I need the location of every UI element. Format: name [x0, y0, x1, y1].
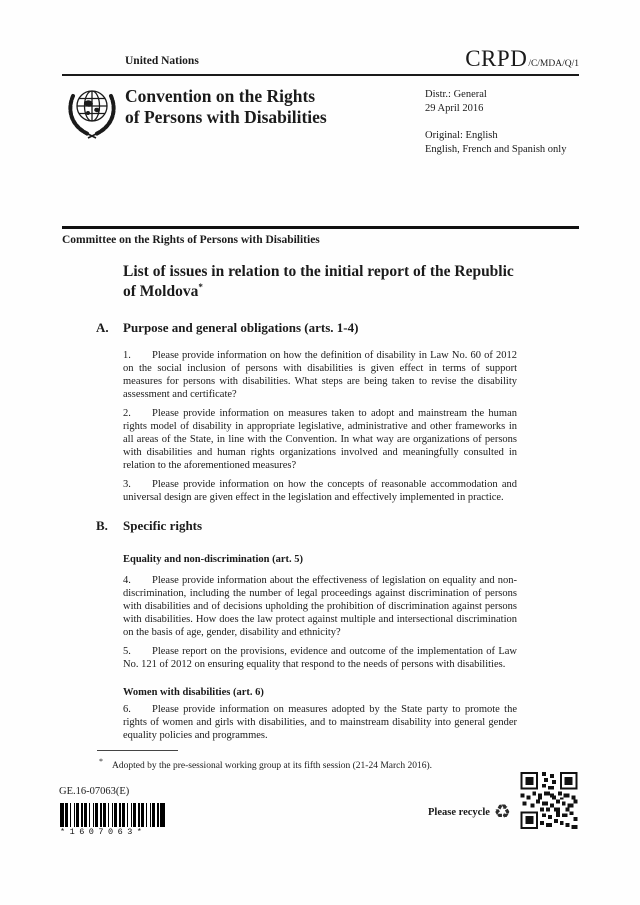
- section-b-letter: B.: [96, 518, 108, 533]
- qr-code: [520, 772, 578, 834]
- distribution-block: [425, 88, 566, 157]
- section-a-letter: A.: [96, 320, 109, 335]
- recycle-label: Please recycle: [428, 806, 490, 818]
- paragraph-3: 3. Please provide information on how the concepts of reasonable accommodation and universal design are given effect in the legislation and effectively implemented in practice.: [123, 479, 517, 504]
- paragraph-1-number: 1.: [123, 350, 131, 361]
- paragraph-4: 4. Please provide information about the effectiveness of legislation on equality and non-discrimination, including the number of legal proceedings against discrimination of persons with disabilities and of decisions upholding the prohibition of discrimination against persons with disabilities. How does the law protect against multiple and intersectional discrimination on the basis of age, gender, disability and ethnicity?: [123, 575, 517, 639]
- footnote-asterisk: *: [99, 757, 103, 766]
- section-a-heading: A. Purpose and general obligations (arts. 1-4): [96, 320, 359, 335]
- footnote-marker: *: [198, 281, 203, 292]
- page-title: [123, 262, 514, 301]
- page-title-line2: of Moldova*: [123, 281, 203, 300]
- paragraph-3-number: 3.: [123, 479, 131, 490]
- recycle-icon: ♻: [493, 801, 511, 823]
- document-symbol-main: CRPD: [465, 46, 528, 71]
- paragraph-5-number: 5.: [123, 646, 131, 657]
- document-symbol: [465, 46, 579, 72]
- document-symbol-suffix: /C/MDA/Q/1: [528, 59, 579, 69]
- barcode-digits: *1607063*: [60, 827, 147, 837]
- treaty-title-line1: Convention on the Rights: [125, 86, 316, 106]
- page-title-line1: List of issues in relation to the initial report of the Republic: [123, 263, 514, 280]
- distribution-line: Distr.: General: [425, 89, 487, 100]
- org-name: United Nations: [125, 55, 199, 67]
- footnote: * Adopted by the pre-sessional working group at its fifth session (21-24 March 2016).: [99, 757, 433, 772]
- paragraph-1: 1. Please provide information on how the definition of disability in Law No. 60 of 2012 on the social inclusion of persons with disabilities is given effect in terms of support measures for persons with disabilities. What steps are being taken to revise the disability assessment and certificate?: [123, 350, 517, 401]
- recycle-notice: [428, 801, 511, 823]
- original-language-line: Original: English: [425, 130, 498, 141]
- footnote-rule: [97, 750, 178, 751]
- header-rule: [62, 74, 579, 76]
- paragraph-2: 2. Please provide information on measures taken to adopt and mainstream the human rights model of disability in appropriate legislative, administrative and other frameworks in all areas of the State, in line with the Convention. In what way are organizations of persons with disabilities and human rights organizations involved and meaningfully consulted in relation to the aforementioned measures?: [123, 408, 517, 472]
- paragraph-6: 6. Please provide information on measures adopted by the State party to promote the rights of women and girls with disabilities, and to mainstream disability into general gender equality policies and programmes.: [123, 704, 517, 742]
- subheading-equality: Equality and non-discrimination (art. 5): [123, 554, 303, 565]
- paragraph-2-number: 2.: [123, 408, 131, 419]
- subheading-women: Women with disabilities (art. 6): [123, 687, 264, 698]
- paragraph-4-number: 4.: [123, 575, 131, 586]
- committee-name: Committee on the Rights of Persons with Disabilities: [62, 234, 320, 246]
- barcode: [60, 803, 165, 827]
- treaty-title-line2: of Persons with Disabilities: [125, 107, 327, 127]
- paragraph-6-number: 6.: [123, 704, 131, 715]
- treaty-title: [125, 86, 327, 128]
- paragraph-5: 5. Please report on the provisions, evidence and outcome of the implementation of Law No. 121 of 2012 on ensuring equality that respond to the needs of persons with disabilities.: [123, 646, 517, 671]
- languages-line: English, French and Spanish only: [425, 144, 567, 155]
- un-emblem-icon: [64, 82, 120, 142]
- section-rule: [62, 226, 579, 229]
- ge-number: GE.16-07063(E): [59, 786, 130, 797]
- section-b-heading: B. Specific rights: [96, 518, 203, 533]
- date-line: 29 April 2016: [425, 103, 484, 114]
